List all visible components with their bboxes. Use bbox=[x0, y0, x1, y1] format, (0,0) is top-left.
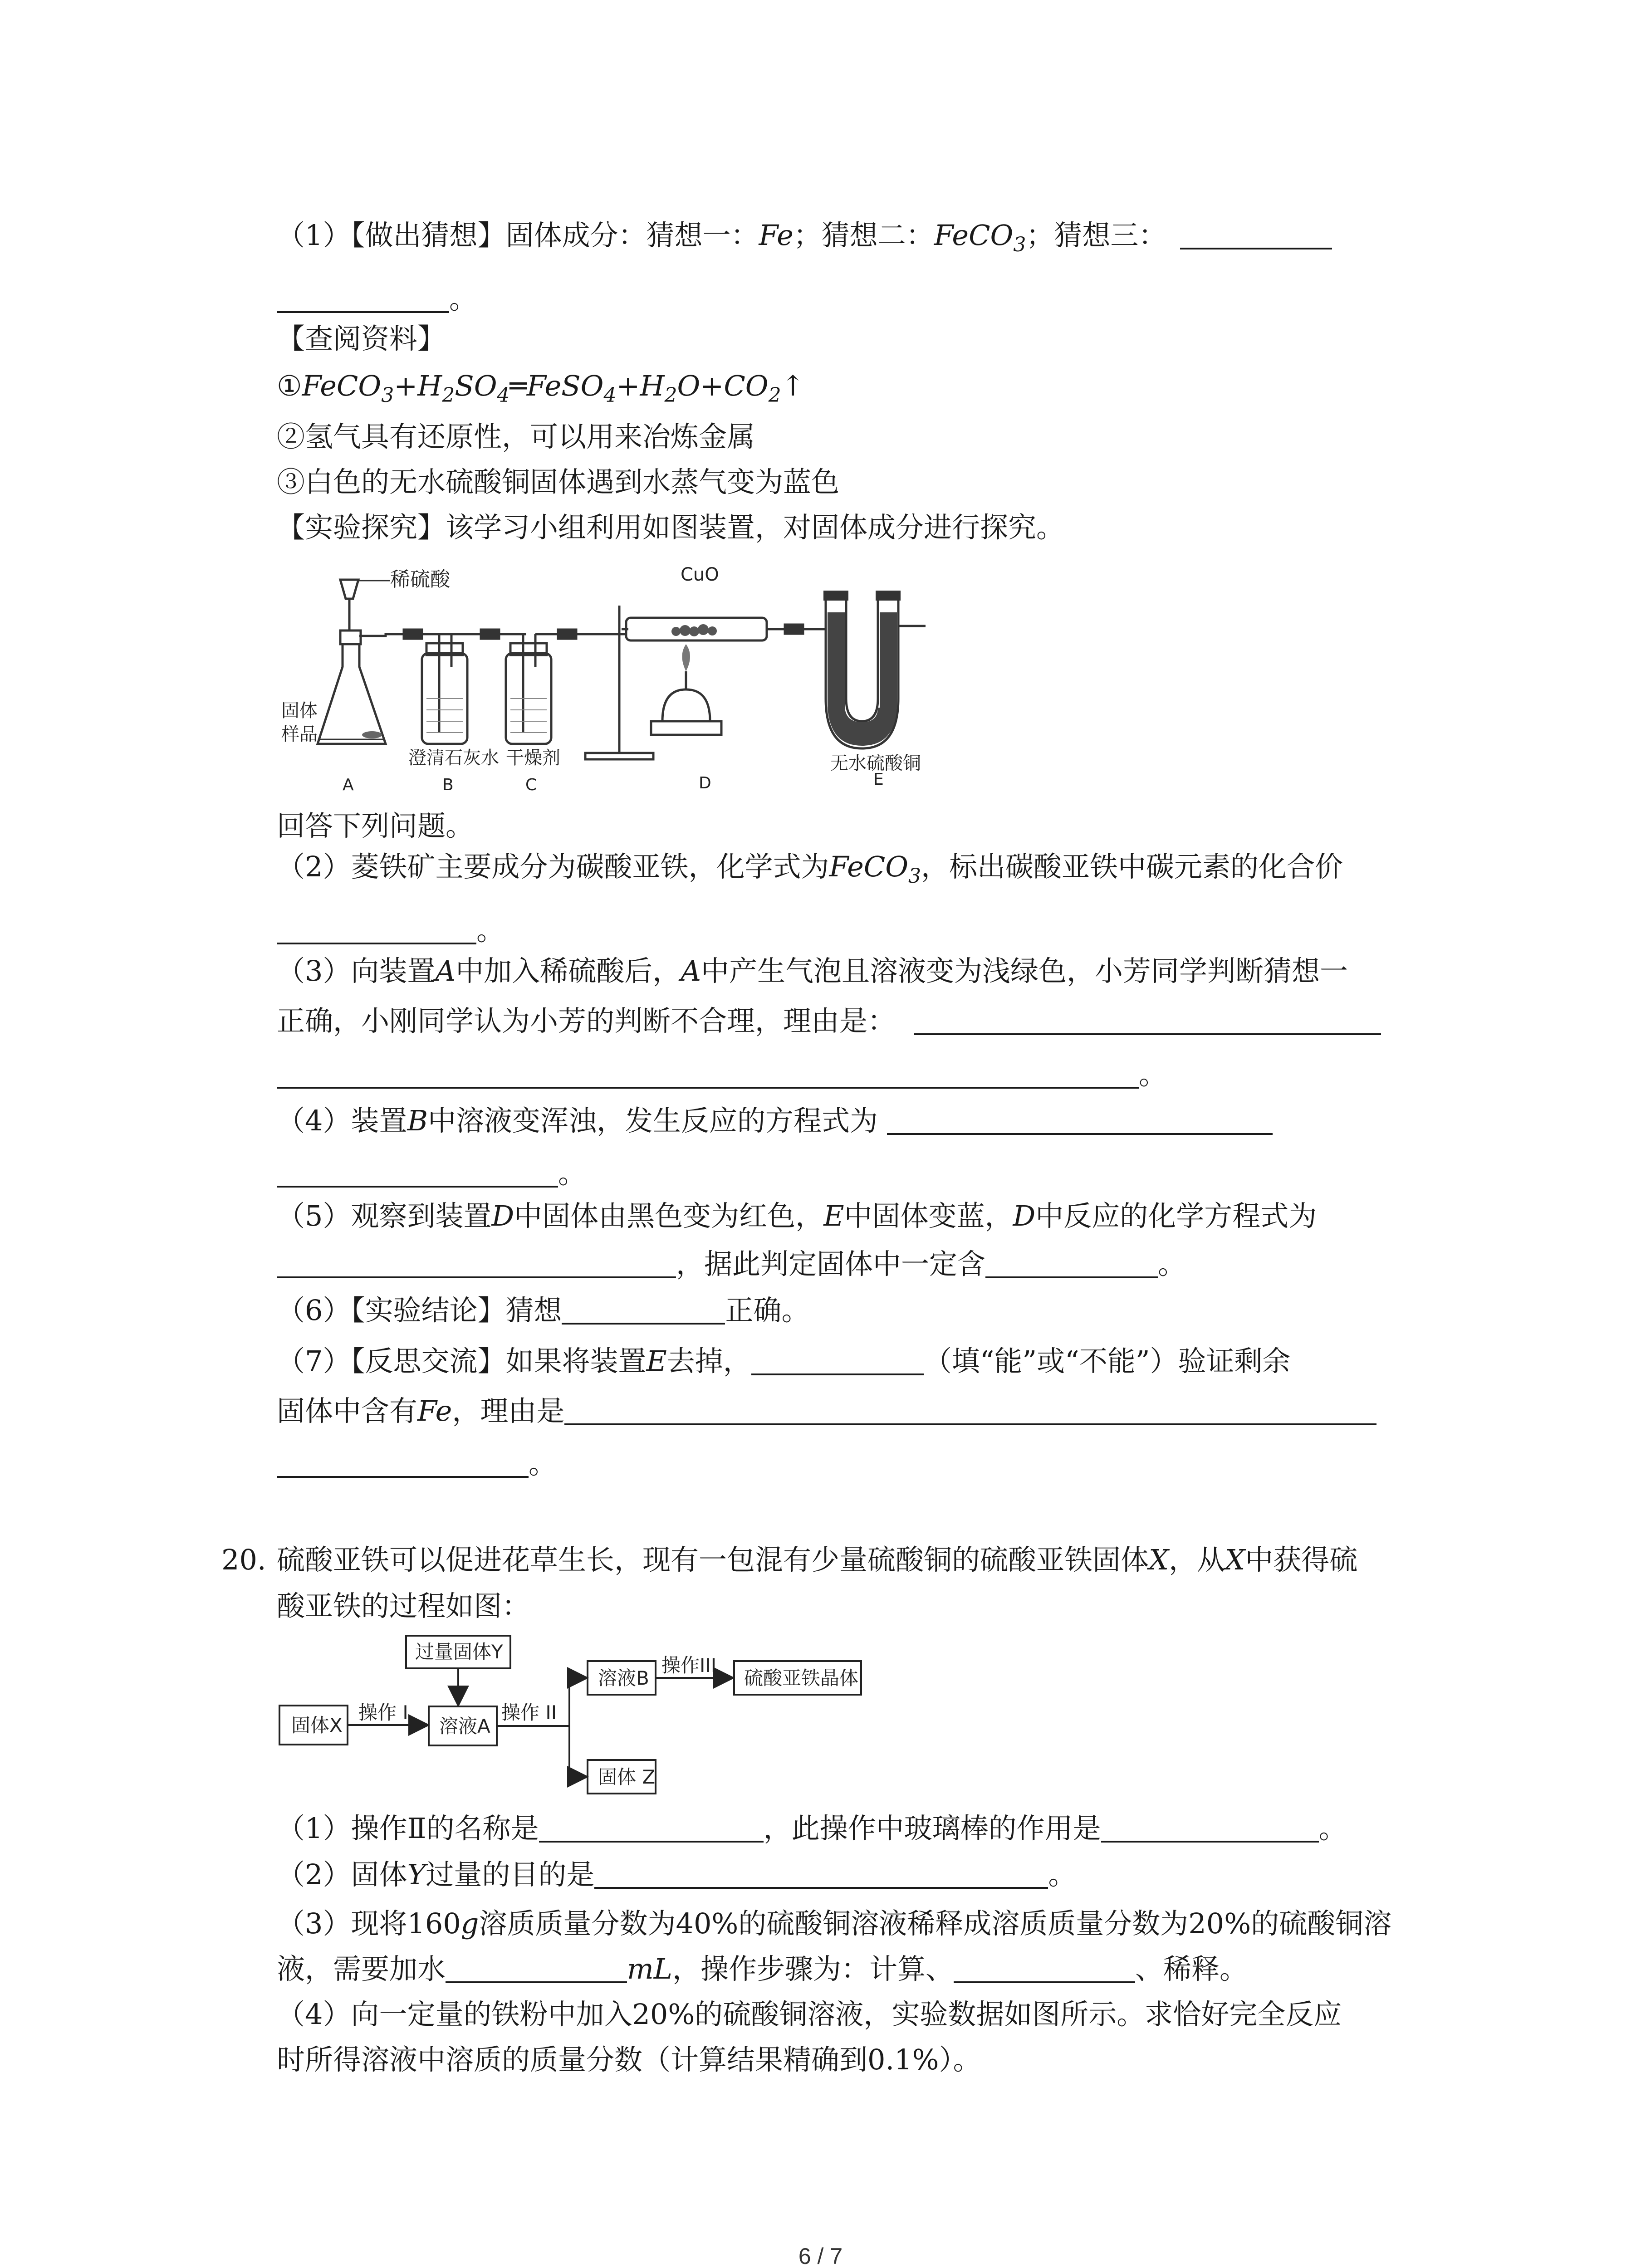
q20-part2: （2）固体Y过量的目的是 。 bbox=[277, 1858, 1077, 1891]
q20-part4-line1: （4）向一定量的铁粉中加入20%的硫酸铜溶液，实验数据如图所示。求恰好完全反应 bbox=[277, 1998, 1342, 2031]
q19-part1-line1: （1）【做出猜想】固体成分：猜想一：Fe；猜想二：FeCO$_3$；猜想三： bbox=[277, 217, 1332, 264]
q20-part3-line2: 液，需要加水 mL，操作步骤为：计算、 、稀释。 bbox=[277, 1952, 1248, 1985]
q20-number: 20. bbox=[221, 1543, 266, 1576]
answer-blank[interactable] bbox=[446, 1951, 627, 1983]
flow-label-solid-x: 固体X bbox=[291, 1714, 343, 1736]
gas-arrow: ↑ bbox=[781, 369, 805, 402]
q20-part3-line1: （3）现将160g溶质质量分数为40%的硫酸铜溶液稀释成溶质质量分数为20%的硫酸铜溶 bbox=[277, 1907, 1392, 1940]
label-c: C bbox=[525, 776, 537, 794]
q19-part1-line2: 。 bbox=[277, 280, 477, 318]
answer-blank[interactable] bbox=[954, 1951, 1135, 1983]
q19-part5-line2: ，据此判定固体中一定含 。 bbox=[277, 1246, 1186, 1283]
flow-label-excess-y: 过量固体Y bbox=[415, 1641, 503, 1663]
q19-part3-line1: （3）向装置A中加入稀硫酸后，A中产生气泡且溶液变为浅绿色，小芳同学判断猜想一 bbox=[277, 954, 1348, 987]
flow-label-crystal: 硫酸亚铁晶体 bbox=[744, 1667, 859, 1689]
answer-blank[interactable] bbox=[751, 1344, 924, 1375]
answer-blank[interactable] bbox=[562, 1293, 725, 1325]
q19-part7-line2: 固体中含有Fe，理由是 bbox=[277, 1393, 1376, 1430]
q19-part3-line3: 。 bbox=[277, 1056, 1167, 1093]
flow-label-op3: 操作III bbox=[661, 1654, 717, 1677]
answer-blank[interactable] bbox=[539, 1811, 764, 1843]
q19-part7-line1: （7）【反思交流】如果将装置E去掉， （填“能”或“不能”）验证剩余 bbox=[277, 1344, 1291, 1378]
label-sample: 样品 bbox=[281, 724, 318, 745]
label-e: E bbox=[873, 770, 884, 789]
q19-part3-line2: 正确，小刚同学认为小芳的判断不合理，理由是： bbox=[277, 1002, 1381, 1040]
equals-sign: ═ bbox=[509, 369, 527, 402]
label-b: B bbox=[442, 776, 454, 794]
answer-blank[interactable] bbox=[985, 1246, 1158, 1278]
answer-blank[interactable] bbox=[277, 913, 476, 944]
answer-blank[interactable] bbox=[277, 281, 449, 313]
reference-3: ③白色的无水硫酸铜固体遇到水蒸气变为蓝色 bbox=[277, 465, 840, 499]
answer-blank[interactable] bbox=[564, 1393, 1376, 1425]
flow-label-solid-z: 固体 Z bbox=[598, 1766, 656, 1788]
q20-part1: （1）操作Ⅱ的名称是 ，此操作中玻璃棒的作用是 。 bbox=[277, 1812, 1347, 1845]
label-limewater: 澄清石灰水 bbox=[408, 748, 499, 768]
experiment-intro: 【实验探究】该学习小组利用如图装置，对固体成分进行探究。 bbox=[277, 511, 1065, 544]
answer-intro: 回答下列问题。 bbox=[277, 809, 474, 842]
answer-blank[interactable] bbox=[1180, 218, 1332, 249]
reference-2: ②氢气具有还原性，可以用来冶炼金属 bbox=[277, 420, 755, 453]
answer-blank[interactable] bbox=[277, 1057, 1139, 1089]
flow-label-solution-a: 溶液A bbox=[439, 1715, 490, 1737]
q20-intro-line2: 酸亚铁的过程如图： bbox=[277, 1589, 530, 1623]
formula-fe: Fe bbox=[759, 219, 794, 252]
page-number: 6 / 7 bbox=[798, 2244, 843, 2268]
q19-part1-suffix: ；猜想三： bbox=[1026, 219, 1167, 252]
q20-part4-line2: 时所得溶液中溶质的质量分数（计算结果精确到0.1%）。 bbox=[277, 2043, 981, 2076]
process-flowchart bbox=[272, 1628, 871, 1801]
flow-label-solution-b: 溶液B bbox=[598, 1667, 649, 1689]
label-solid: 固体 bbox=[281, 700, 318, 721]
apparatus-diagram bbox=[272, 562, 980, 798]
q19-part1-prefix: （1）【做出猜想】固体成分：猜想一： bbox=[277, 219, 759, 252]
answer-blank[interactable] bbox=[914, 1003, 1381, 1035]
q19-part4-line2: 。 bbox=[277, 1155, 586, 1192]
q20-intro-line1: 硫酸亚铁可以促进花草生长，现有一包混有少量硫酸铜的硫酸亚铁固体X，从X中获得硫 bbox=[277, 1543, 1358, 1576]
formula-feco3: FeCO bbox=[934, 219, 1014, 252]
answer-blank[interactable] bbox=[1101, 1811, 1319, 1843]
q19-part7-line3: 。 bbox=[277, 1445, 557, 1482]
answer-blank[interactable] bbox=[277, 1156, 558, 1188]
flow-label-op1: 操作 I bbox=[358, 1701, 408, 1724]
label-a: A bbox=[343, 776, 354, 794]
label-d: D bbox=[699, 774, 711, 792]
q19-part4-line1: （4）装置B中溶液变浑浊，发生反应的方程式为 bbox=[277, 1102, 1273, 1139]
answer-blank[interactable] bbox=[277, 1446, 529, 1478]
label-desiccant: 干燥剂 bbox=[506, 748, 560, 768]
reference-title: 【查阅资料】 bbox=[277, 322, 446, 355]
answer-blank[interactable] bbox=[887, 1103, 1273, 1135]
q19-part2-line2: 。 bbox=[277, 912, 505, 949]
flow-label-op2: 操作 II bbox=[501, 1701, 557, 1724]
q19-part1-mid: ；猜想二： bbox=[793, 219, 934, 252]
q19-part6: （6）【实验结论】猜想 正确。 bbox=[277, 1294, 810, 1327]
reference-equation: $①FeCO_3+H_2SO_4═FeSO_4+H_2O+CO_2↑$ bbox=[277, 369, 805, 407]
label-cuo: CuO bbox=[681, 564, 719, 585]
label-anhydrous-cuso4: 无水硫酸铜 bbox=[830, 753, 921, 774]
q19-part5-line1: （5）观察到装置D中固体由黑色变为红色，E中固体变蓝，D中反应的化学方程式为 bbox=[277, 1199, 1317, 1232]
answer-blank[interactable] bbox=[594, 1857, 1048, 1889]
answer-blank[interactable] bbox=[277, 1246, 676, 1278]
label-dilute-acid: 稀硫酸 bbox=[390, 568, 450, 591]
q19-part2-line1: （2）菱铁矿主要成分为碳酸亚铁，化学式为FeCO$_3$，标出碳酸亚铁中碳元素的化合价 bbox=[277, 850, 1343, 888]
